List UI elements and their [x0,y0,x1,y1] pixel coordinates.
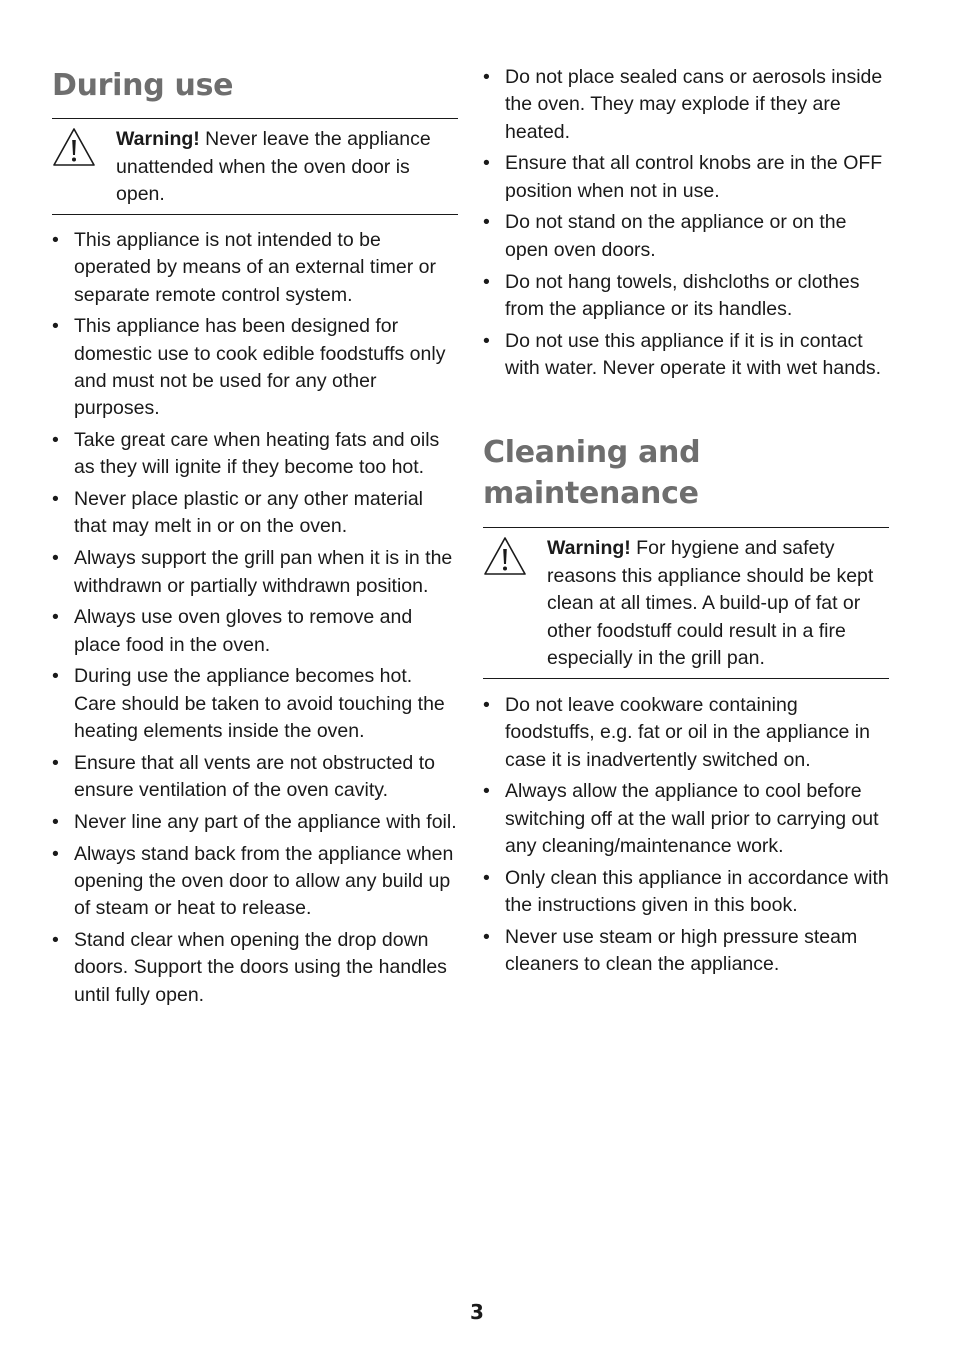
list-item-text: During use the appliance becomes hot. Care should be taken to avoid touching the heating elements inside the oven. [74,665,445,743]
list-item [483,64,889,146]
list-item [483,209,889,264]
bullet: • [483,925,490,948]
warning-message: For hygiene and safety reasons this appliance should be kept clean at all times. A build-up of fat or other foodstuff could result in a fire especially in the grill pan. [547,537,874,669]
list-item [52,545,458,600]
list-item-text: Never use steam or high pressure steam cleaners to clean the appliance. [505,925,858,976]
bullet: • [483,270,490,293]
bullet: • [483,866,490,889]
cleaning-heading-line-1: Cleaning and [483,435,701,470]
list-item [52,227,458,309]
list-item-text: Always use oven gloves to remove and place food in the oven. [74,606,413,656]
list-item [483,865,889,920]
list-item-text: Do not leave cookware containing foodstuffs, e.g. fat or oil in the appliance in case it is inadvertently switched on. [505,694,870,771]
bullet: • [483,152,490,175]
list-item-text: Take great care when heating fats and oils as they will ignite if they become too hot. [74,429,440,479]
list-item [483,150,889,205]
list-item-text: Do not use this appliance if it is in contact with water. Never operate it with wet hands. [505,329,882,379]
bullet: • [52,751,59,774]
list-item [52,663,458,745]
list-item-text: This appliance has been designed for domestic use to cook edible foodstuffs only and must not be used for any other purposes. [74,315,446,420]
during-use-warning [52,118,458,215]
list-item-text: Only clean this appliance in accordance with the instructions given in this book. [505,866,889,917]
bullet: • [52,547,59,570]
list-item-text: Never line any part of the appliance with foil. [74,810,457,833]
bullet: • [483,211,490,234]
bullet: • [52,810,59,833]
bullet: • [52,606,59,629]
bullet: • [483,66,490,88]
list-item-text: Never place plastic or any other material that may melt in or on the oven. [74,488,423,538]
list-item-text: Always support the grill pan when it is in the withdrawn or partially withdrawn position. [74,547,453,597]
cleaning-list [483,692,889,983]
list-item [483,924,889,979]
list-item-text: Do not stand on the appliance or on the open oven doors. [505,211,847,261]
bullet: • [52,429,59,452]
cleaning-heading [483,432,700,514]
list-item [52,750,458,805]
during-use-heading: During use [52,68,234,103]
bullet: • [52,842,59,865]
during-use-list [52,227,458,1014]
list-item-text: Do not place sealed cans or aerosols inside the oven. They may explode if they are heated. [505,66,883,143]
warning-text [547,535,889,673]
list-item-text: Ensure that all control knobs are in the OFF position when not in use. [505,152,883,202]
page-number: 3 [470,1300,484,1324]
list-item [483,269,889,324]
list-item [52,604,458,659]
list-item [52,841,458,923]
list-item [483,778,889,860]
list-item [52,427,458,482]
bullet: • [52,315,59,338]
list-item [483,328,889,383]
list-item-text: Always allow the appliance to cool before switching off at the wall prior to carrying out any cleaning/maintenance work. [505,780,879,857]
list-item [52,809,458,836]
list-item-text: Do not hang towels, dishcloths or clothes from the appliance or its handles. [505,270,860,320]
warning-message: Never leave the appliance unattended when the oven door is open. [116,128,431,205]
bullet: • [52,929,59,952]
list-item-text: This appliance is not intended to be operated by means of an external timer or separate remote control system. [74,229,437,306]
bullet: • [52,488,59,511]
warning-triangle-icon [52,127,96,169]
warning-label: Warning! [116,128,200,150]
list-item [483,692,889,774]
list-item-text: Always stand back from the appliance when opening the oven door to allow any build up of steam or heat to release. [74,842,454,920]
list-item [52,927,458,1009]
bullet: • [483,329,490,352]
list-item-text: Ensure that all vents are not obstructed to ensure ventilation of the oven cavity. [74,751,435,802]
cleaning-heading-line-2: maintenance [483,476,699,511]
list-item-text: Stand clear when opening the drop down doors. Support the doors using the handles until fully open. [74,929,447,1006]
bullet: • [483,694,490,716]
list-item [52,486,458,541]
warning-label: Warning! [547,537,631,559]
cleaning-warning [483,527,889,679]
list-item [52,313,458,422]
warning-text [116,126,458,209]
bullet: • [52,229,59,251]
bullet: • [52,665,59,688]
during-use-continued-list [483,64,889,387]
bullet: • [483,780,490,803]
warning-triangle-icon [483,536,527,578]
